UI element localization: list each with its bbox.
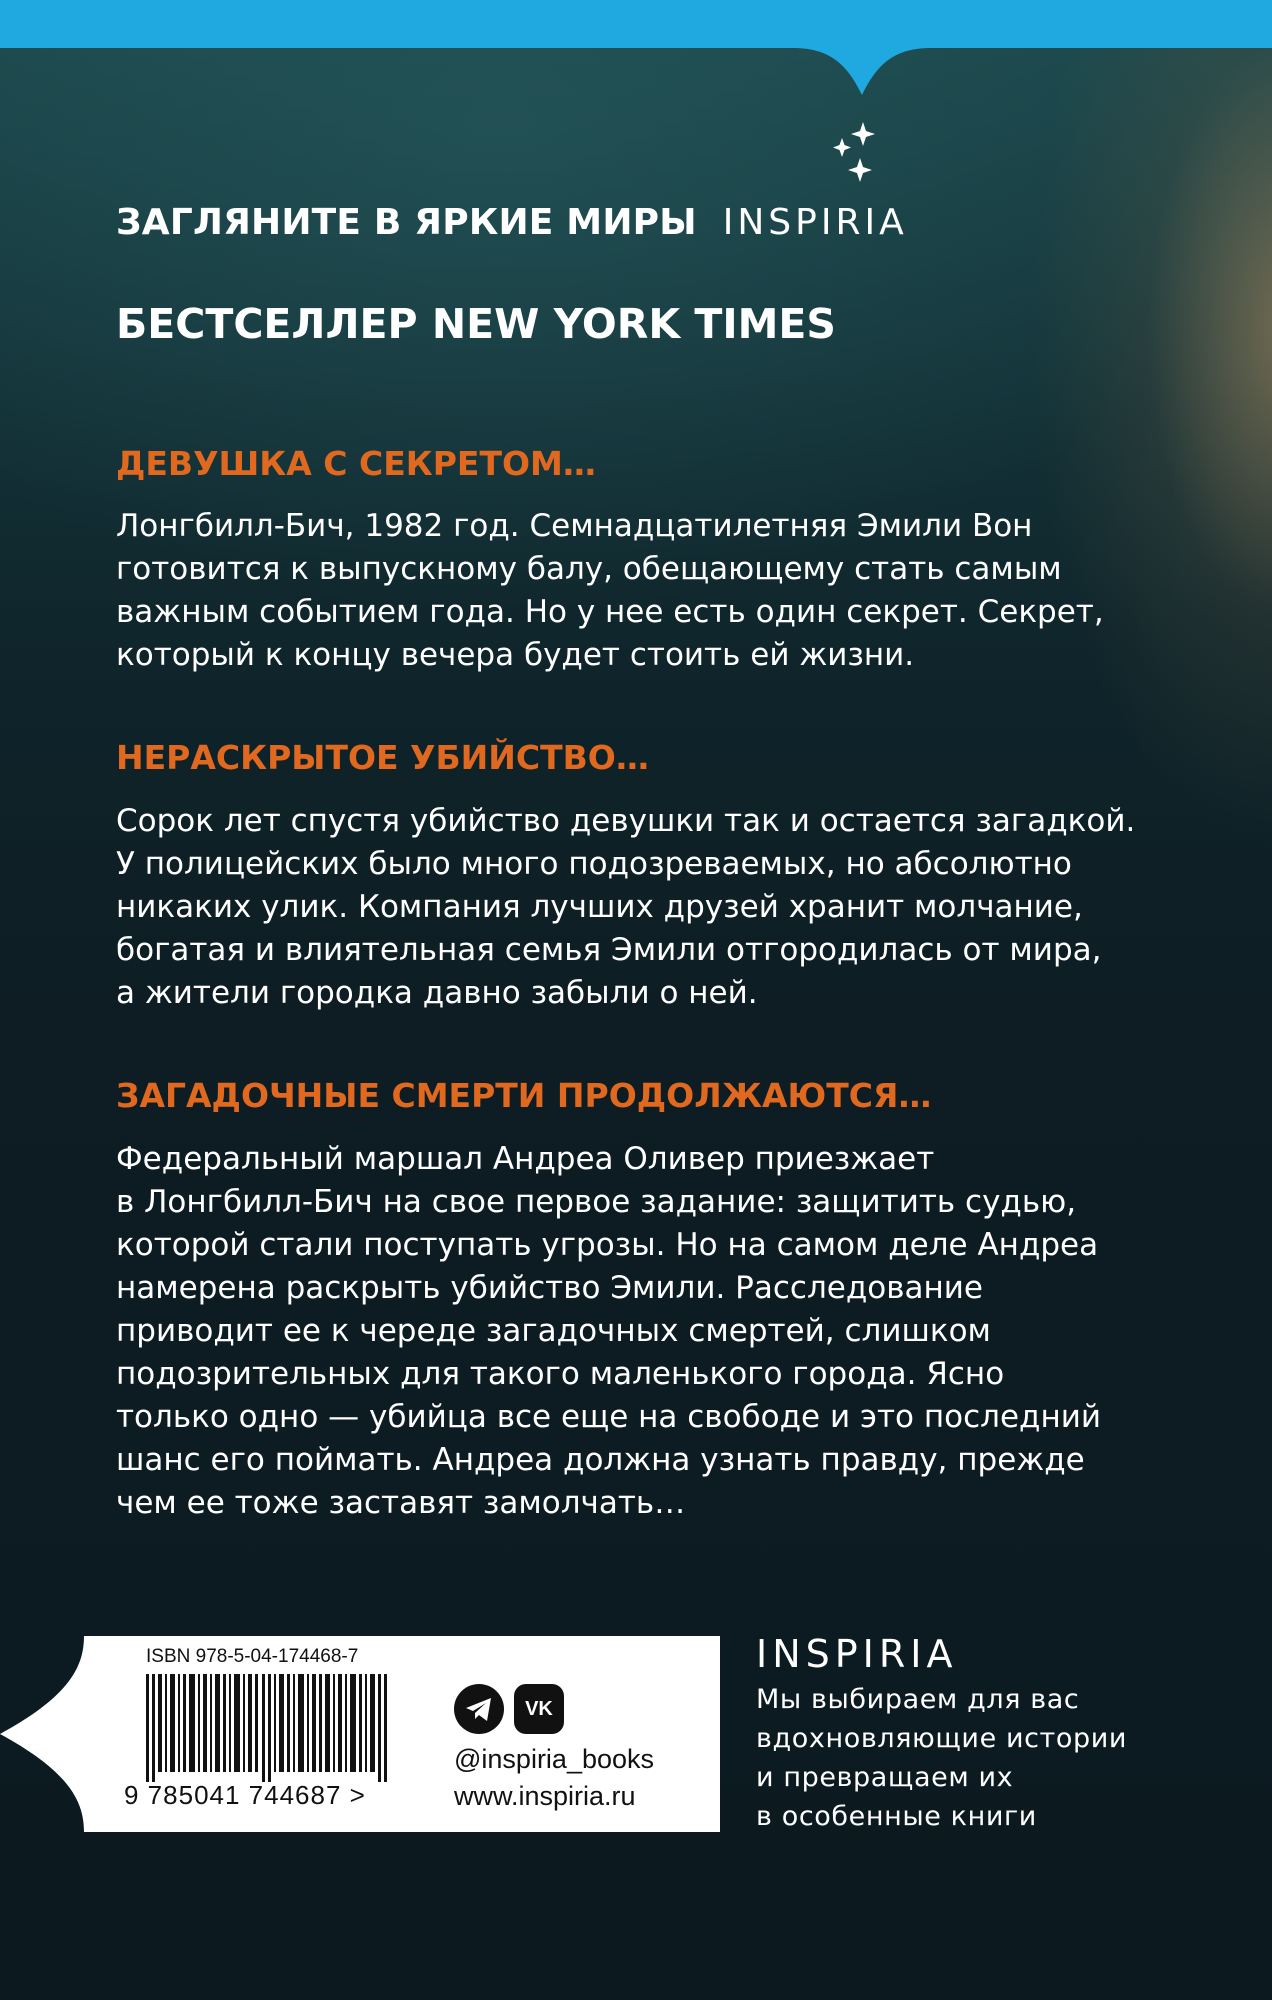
card-notch-shape — [0, 1636, 90, 1832]
barcode-card — [84, 1636, 720, 1832]
section-heading-secret: ДЕВУШКА С СЕКРЕТОМ… — [116, 444, 596, 483]
telegram-icon[interactable] — [454, 1684, 504, 1734]
section-heading-deaths: ЗАГАДОЧНЫЕ СМЕРТИ ПРОДОЛЖАЮТСЯ… — [116, 1076, 932, 1115]
masthead-brand: INSPIRIA — [722, 201, 908, 243]
section-text-murder: Сорок лет спустя убийство девушки так и остается загадкой. У полицейских было много подозреваемых, но абсолютно никаких улик. Компания лучших друзей хранит молчание, богатая и влиятельная семья Эмили отгородилась от мира, а жители городка давно забыли о ней. — [116, 803, 1136, 1011]
masthead — [116, 192, 908, 252]
masthead-tagline: ЗАГЛЯНИТЕ В ЯРКИЕ МИРЫ — [116, 201, 697, 243]
top-tab-shape — [0, 0, 1272, 110]
publisher-logo: INSPIRIA — [756, 1632, 958, 1676]
social-handle[interactable]: @inspiria_books — [454, 1744, 655, 1774]
vk-glyph: VK — [525, 1697, 553, 1720]
isbn-number: ISBN 978-5-04-174468-7 — [146, 1646, 359, 1667]
section-heading-murder: НЕРАСКРЫТОЕ УБИЙСТВО… — [116, 738, 649, 777]
vk-icon[interactable] — [514, 1684, 564, 1734]
barcode-image — [146, 1674, 406, 1782]
barcode-digits: 9 785041 744687 > — [124, 1780, 366, 1810]
sparkle-stars-icon — [828, 122, 878, 184]
website-link[interactable]: www.inspiria.ru — [454, 1781, 636, 1811]
section-text-secret: Лонгбилл-Бич, 1982 год. Семнадцатилетняя Эмили Вон готовится к выпускному балу, обещающему стать самым важным событием года. Но у нее есть один секрет. Секрет, который к концу вечера будет стоить ей жизни. — [116, 508, 1104, 673]
section-text-deaths: Федеральный маршал Андреа Оливер приезжает в Лонгбилл-Бич на свое первое задание: защитить судью, которой стали поступать угрозы. Но на самом деле Андреа намерена раскрыть убийство Эмили. Расследование приводит ее к череде загадочных смертей, слишком подозрительных для такого маленького города. Ясно только одно — убийца все еще на свободе и это последний шанс его поймать. Андреа должна узнать правду, прежде чем ее тоже заставят замолчать… — [116, 1141, 1102, 1521]
bestseller-banner: БЕСТСЕЛЛЕР NEW YORK TIMES — [116, 300, 836, 348]
publisher-blurb: Мы выбираем для вас вдохновляющие истории и превращаем их в особенные книги — [756, 1684, 1128, 1832]
